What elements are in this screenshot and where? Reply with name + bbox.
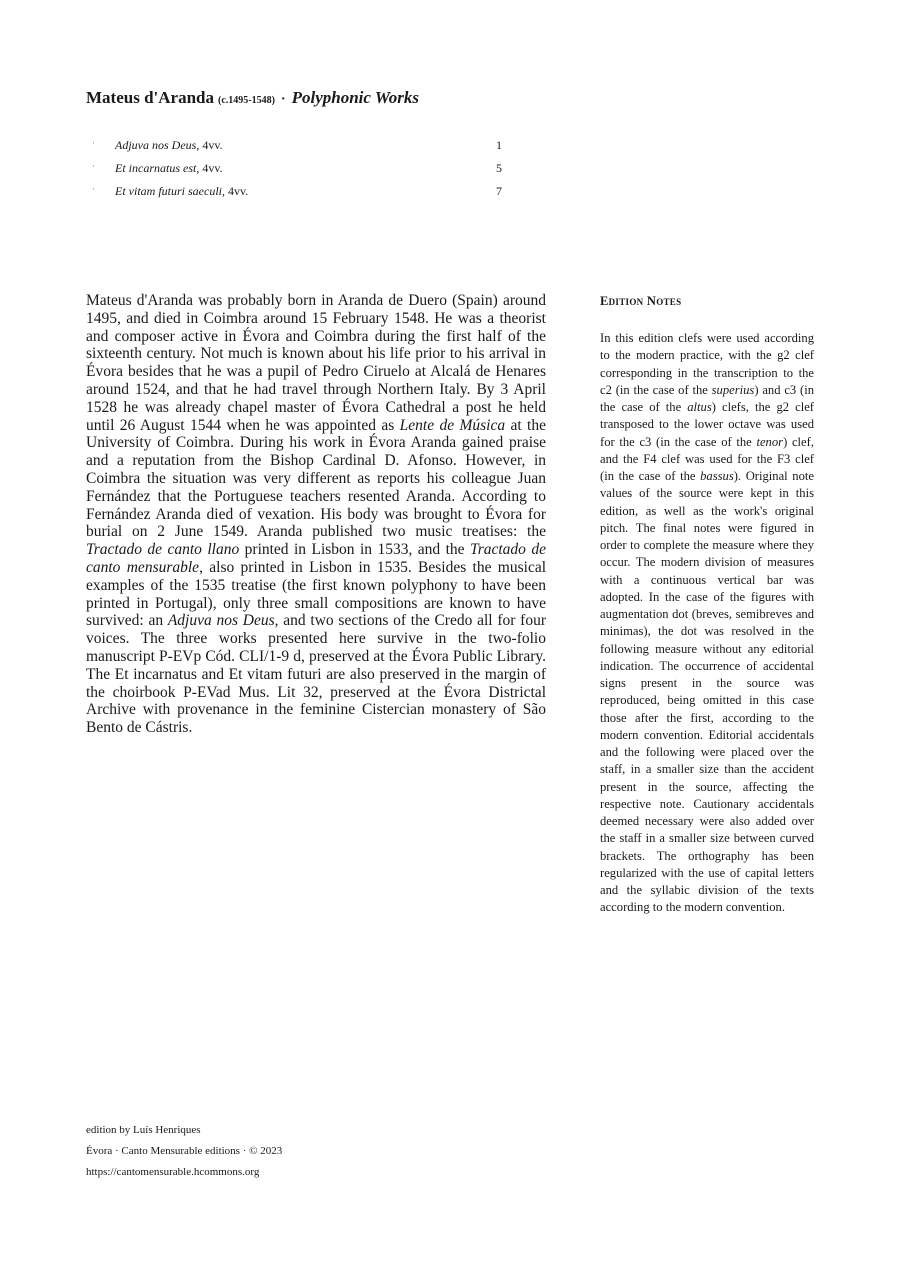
editor-credit: edition by Luís Henriques [86,1124,201,1136]
bullet-icon: · [92,184,95,194]
publisher-line: Évora · Canto Mensurable editions · © 2023 [86,1145,283,1157]
bullet-icon: · [92,138,95,148]
toc-item-page: 7 [496,184,502,198]
toc-item[interactable] [92,184,502,207]
work-title: Polyphonic Works [291,88,419,107]
toc-item-page: 5 [496,161,502,175]
page-footer [86,1120,282,1183]
toc-item-title: Adjuva nos Deus, 4vv. [115,138,223,152]
toc-item[interactable] [92,161,502,184]
toc-item-title: Et vitam futuri saeculi, 4vv. [115,184,249,198]
composer-name: Mateus d'Aranda [86,88,214,107]
website-link[interactable]: https://cantomensurable.hcommons.org [86,1166,260,1178]
biography-text: Mateus d'Aranda was probably born in Aranda de Duero (Spain) around 1495, and died in Coimbra around 15 February 1548. He was a theorist and composer active in Évora and Coimbra during the first half of the sixteenth century. Not much is known about his life prior to his arrival in Évora besides that he was a pupil of Pedro Ciruelo at Alcalá de Henares around 1524, and that he had travel through Northern Italy. By 3 April 1528 he was already chapel master of Évora Cathedral a post he held until 26 August 1544 when he was appointed as Lente de Música at the University of Coimbra. During his work in Évora Aranda gained praise and a reputation from the Bishop Cardinal D. Afonso. However, in Coimbra the situation was very different as reports his colleague Juan Fernández that the Portuguese teachers resented Aranda. According to Fernández Aranda died of vexation. His body was brought to Évora for burial on 2 June 1549. Aranda published two music treatises: the Tractado de canto llano printed in Lisbon in 1533, and the Tractado de canto mensurable, also printed in Lisbon in 1535. Besides the musical examples of the 1535 treatise (the first known polyphony to have been printed in Portugal), only three small compositions are known to have survived: an Adjuva nos Deus, and two sections of the Credo all for four voices. The three works presented here survive in the two-folio manuscript P-EVp Cód. CLI/1-9 d, preserved at the Évora Public Library. The Et incarnatus and Et vitam futuri are also preserved in the margin of the choirbook P-EVad Mus. Lit 32, preserved at the Évora Districtal Archive with provenance in the feminine Cistercian monastery of São Bento de Cástris. [86,292,547,737]
toc-item-title: Et incarnatus est, 4vv. [115,161,223,175]
edition-notes-title: Edition Notes [600,294,682,308]
bullet-icon: · [92,161,95,171]
toc-item[interactable] [92,138,502,161]
composer-dates: (c.1495-1548) [217,95,275,106]
table-of-contents [92,138,502,207]
header-separator: · [280,92,286,107]
toc-item-page: 1 [496,138,502,152]
page-header [86,88,419,108]
edition-notes-text: In this edition clefs were used according to the modern practice, with the g2 clef corresponding in the transcription to the c2 (in the case of the superius) and c3 (in the case of the altus) clefs, the g2 clef transposed to the lower octave was used for the c3 (in the case of the tenor) clef, and the F4 clef was used for the F3 clef (in the case of the bassus). Original note values of the source were kept in this edition, as well as the work's original pitch. The final notes were figured in order to complete the measure where they occur. The modern division of measures with a continuous vertical bar was adopted. In the case of the figures with augmentation dot (breves, semibreves and minimas), the dot was resolved in the following measure without any editorial indication. The occurrence of accidental signs present in the source was reproduced, being omitted in this case those after the first, according to the modern convention. Editorial accidentals and the following were placed over the staff, in a smaller size than the accident present in the source, affecting the respective note. Cautionary accidentals deemed necessary were also added over the staff in a smaller size between curved brackets. The orthography has been regularized with the use of capital letters and the syllabic division of the texts according to the modern convention. [600,331,814,915]
